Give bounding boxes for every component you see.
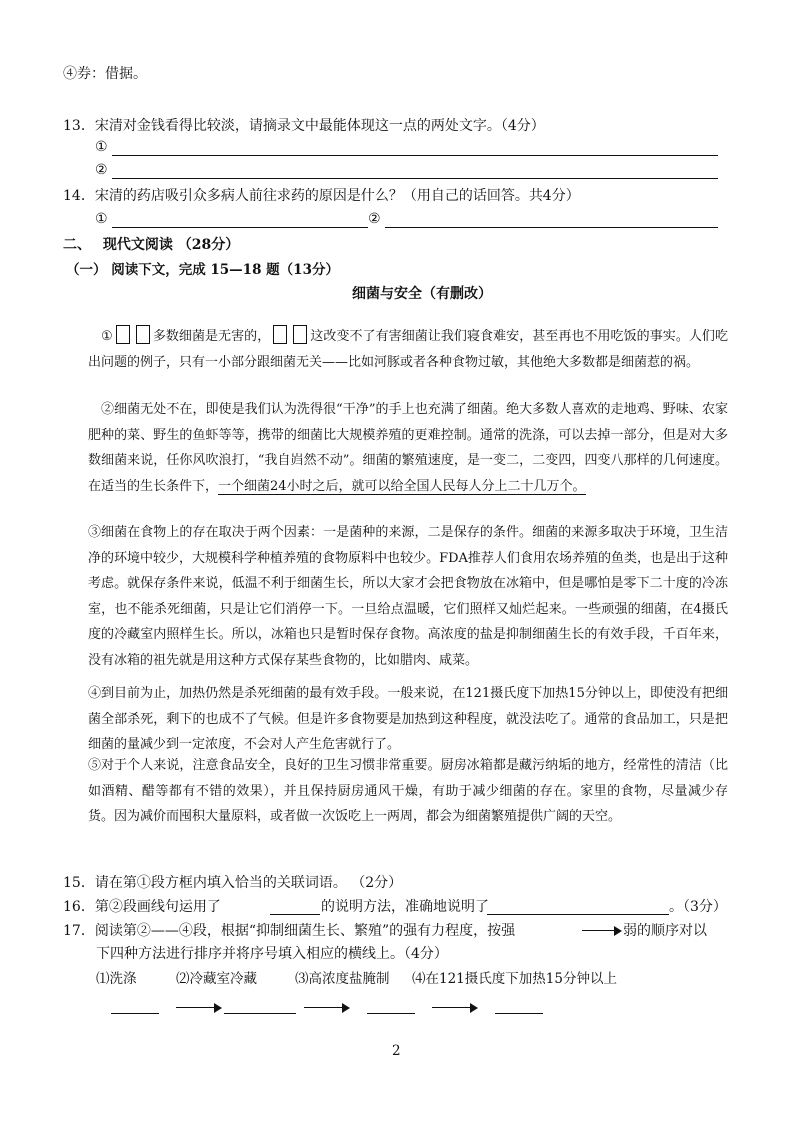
connective-box-3[interactable] xyxy=(273,325,287,344)
question-14: 14．宋清的药店吸引众多病人前往求药的原因是什么？（用自己的话回答。共4分） xyxy=(63,188,580,204)
p1-number: ① xyxy=(101,329,113,344)
order-arrow-1-icon xyxy=(176,1002,222,1014)
order-arrow-2-icon xyxy=(304,1002,350,1014)
paragraph-1 xyxy=(88,324,728,375)
question-13: 13．宋清对金钱看得比较淡，请摘录文中最能体现这一点的两处文字。（4分） xyxy=(63,118,545,134)
connective-box-4[interactable] xyxy=(293,325,307,344)
p1-text-a: 多数细菌是无害的， xyxy=(152,329,271,344)
paragraph-3: ③细菌在食物上的存在取决于两个因素：一是菌种的来源，二是保存的条件。细菌的来源多取决于环境，卫生洁净的环境中较少，大规模科学种植养殖的食物原料中也较少。FDA推荐人们食用农场养殖的鱼类，也是出于这种考虑。就保存条件来说，低温不利于细菌生长，所以大家才会把食物放在冰箱中，但是哪怕是零下二十度的冷冻室，也不能杀死细菌，只是让它们消停一下。一旦给点温暖，它们照样又灿烂起来。一些顽强的细菌，在4摄氏度的冷藏室内照样生长。所以，冰箱也只是暂时保存食物。高浓度的盐是抑制细菌生长的有效手段，千百年来，没有冰箱的祖先就是用这种方式保存某些食物的，比如腊肉、咸菜。 xyxy=(88,525,728,668)
connective-box-2[interactable] xyxy=(136,325,150,344)
option-2: ⑵冷藏室冷藏 xyxy=(176,971,257,987)
p2-text: ②细菌无处不在，即使是我们认为洗得很“干净”的手上也充满了细菌。绝大多数人喜欢的走地鸡、野味、农家肥种的菜、野生的鱼虾等等，携带的细菌比大规模养殖的更难控制。通常的洗涤，可以去掉一部分，但是对大多数细菌来说，任你风吹浪打，“我自岿然不动”。细菌的繁殖速度，是一变二，二变四，四变八那样的几何速度。在适当的生长条件下， xyxy=(88,402,728,494)
order-arrow-3-icon xyxy=(432,1002,478,1014)
paragraph-2 xyxy=(88,397,728,499)
paragraph-5: ⑤对于个人来说，注意食品安全，良好的卫生习惯非常重要。厨房冰箱都是藏污纳垢的地方，经常性的清洁（比如酒精、醋等都有不错的效果），并且保持厨房通风干燥，有助于减少细菌的存在。家里的食物，尽量减少存货。因为减价而囤积大量原料，或者做一次饭吃上一两周，都会为细菌繁殖提供广阔的天空。 xyxy=(88,758,728,824)
order-blank-1[interactable] xyxy=(111,1013,159,1014)
footnote-4: ④券：借据。 xyxy=(63,66,147,82)
question-16-c: 。（3分） xyxy=(669,899,727,915)
q13-blank2-label: ② xyxy=(95,162,108,178)
q13-answer-line-1[interactable] xyxy=(112,155,718,156)
q13-answer-line-2[interactable] xyxy=(112,178,718,179)
question-16-b: 的说明方法，准确地说明了 xyxy=(321,899,489,915)
question-17-line2: 下四种方法进行排序并将序号填入相应的横线上。（4分） xyxy=(96,946,448,962)
question-15: 15．请在第①段方框内填入恰当的关联词语。 （2分） xyxy=(63,875,403,891)
part-heading: （一） 阅读下文，完成 15—18 题（13分） xyxy=(66,262,339,278)
q16-blank-content[interactable] xyxy=(487,914,669,915)
order-blank-4[interactable] xyxy=(495,1013,543,1014)
strong-to-weak-arrow-icon xyxy=(582,925,622,937)
order-blank-3[interactable] xyxy=(367,1013,415,1014)
page-number: 2 xyxy=(392,1043,401,1059)
q16-blank-method[interactable] xyxy=(270,914,320,915)
connective-box-1[interactable] xyxy=(116,325,130,344)
q14-answer-line-1[interactable] xyxy=(112,227,368,228)
question-17-a: 17．阅读第②——④段，根据“抑制细菌生长、繁殖”的强有力程度，按强 xyxy=(63,923,516,939)
option-1: ⑴洗涤 xyxy=(96,971,137,987)
question-17-b: 弱的顺序对以 xyxy=(623,923,707,939)
paragraph-4: ④到目前为止，加热仍然是杀死细菌的最有效手段。一般来说，在121摄氏度下加热15分钟以上，即使没有把细菌全部杀死，剩下的也成不了气候。但是许多食物要是加热到这种程度，就没法吃了。通常的食品加工，只是把细菌的量减少到一定浓度，不会对人产生危害就行了。 xyxy=(88,686,728,752)
q14-blank2-label: ② xyxy=(368,211,381,227)
option-3: ⑶高浓度盐腌制 xyxy=(295,971,390,987)
option-4: ⑷在121摄氏度下加热15分钟以上 xyxy=(412,971,617,987)
question-16-a: 16．第②段画线句运用了 xyxy=(63,899,221,915)
q14-blank1-label: ① xyxy=(95,211,108,227)
order-blank-2[interactable] xyxy=(224,1013,296,1014)
section-heading: 二、 现代文阅读 （28分） xyxy=(63,237,240,253)
q14-answer-line-2[interactable] xyxy=(385,227,718,228)
p1-text-b: 这改变不了有害细菌让我们寝食难安，甚至再也不用吃饭的事实。人们吃出问题的例子，只有一小部分跟细菌无关——比如河豚或者各种食物过敏，其他绝大多数都是细菌惹的祸。 xyxy=(88,329,728,370)
q13-blank1-label: ① xyxy=(95,139,108,155)
article-title: 细菌与安全（有删改） xyxy=(352,286,492,302)
p2-underlined-sentence: 一个细菌24小时之后，就可以给全国人民每人分上二十几万个。 xyxy=(218,478,586,494)
